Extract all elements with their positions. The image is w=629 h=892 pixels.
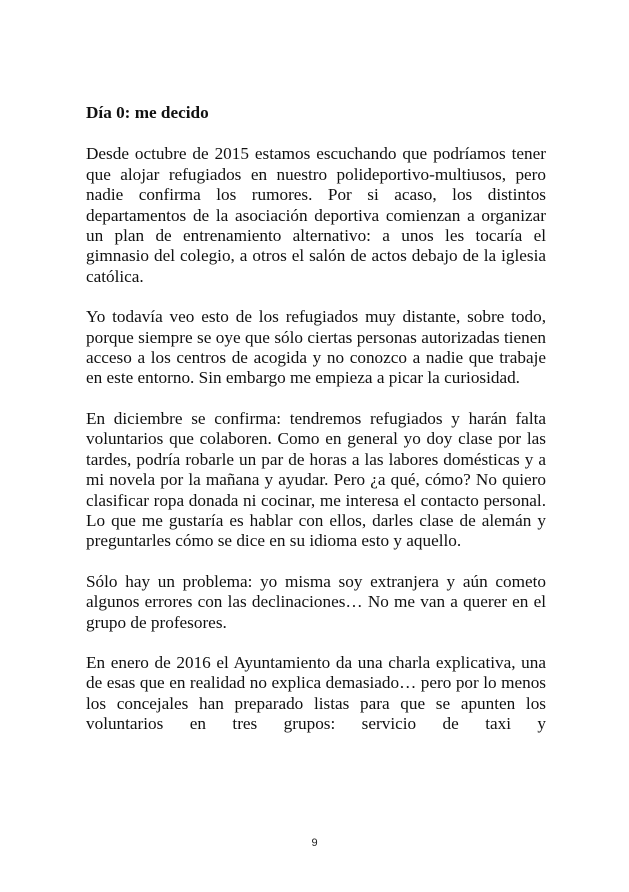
paragraph: En enero de 2016 el Ayuntamiento da una charla explicativa, una de esas que en realidad no explica demasiado… pero por lo menos los concejales han preparado listas para que se apunten los voluntarios en tres grupos: servicio de taxi y bbox=[86, 652, 546, 734]
paragraph: Yo todavía veo esto de los refugiados muy distante, sobre todo, porque siempre se oye que sólo ciertas personas autorizadas tienen acceso a los centros de acogida y no conozco a nadie que trabaje en este entorno. Sin embargo me empieza a picar la curiosidad. bbox=[86, 307, 546, 388]
page-number: 9 bbox=[311, 837, 318, 849]
paragraph: Desde octubre de 2015 estamos escuchando que podríamos tener que alojar refugiados en nuestro polideportivo-multiusos, pero nadie confirma los rumores. Por si acaso, los distintos departamentos de la asociación deportiva comienzan a organizar un plan de entrenamiento alternativo: a unos les tocaría el gimnasio del colegio, a otros el salón de actos debajo de la iglesia católica. bbox=[86, 144, 546, 286]
page-content bbox=[86, 103, 546, 735]
chapter-heading: Día 0: me decido bbox=[86, 103, 209, 122]
paragraph: En diciembre se confirma: tendremos refugiados y harán falta voluntarios que colaboren. Como en general yo doy clase por las tardes, podría robarle un par de horas a las labores domésticas y a mi novela por la mañana y ayudar. Pero ¿a qué, cómo? No quiero clasificar ropa donada ni cocinar, me interesa el contacto personal. Lo que me gustaría es hablar con ellos, darles clase de alemán y preguntarles cómo se dice en su idioma esto y aquello. bbox=[86, 408, 546, 551]
paragraph: Sólo hay un problema: yo misma soy extranjera y aún cometo algunos errores con las declinaciones… No me van a querer en el grupo de profesores. bbox=[86, 571, 546, 632]
